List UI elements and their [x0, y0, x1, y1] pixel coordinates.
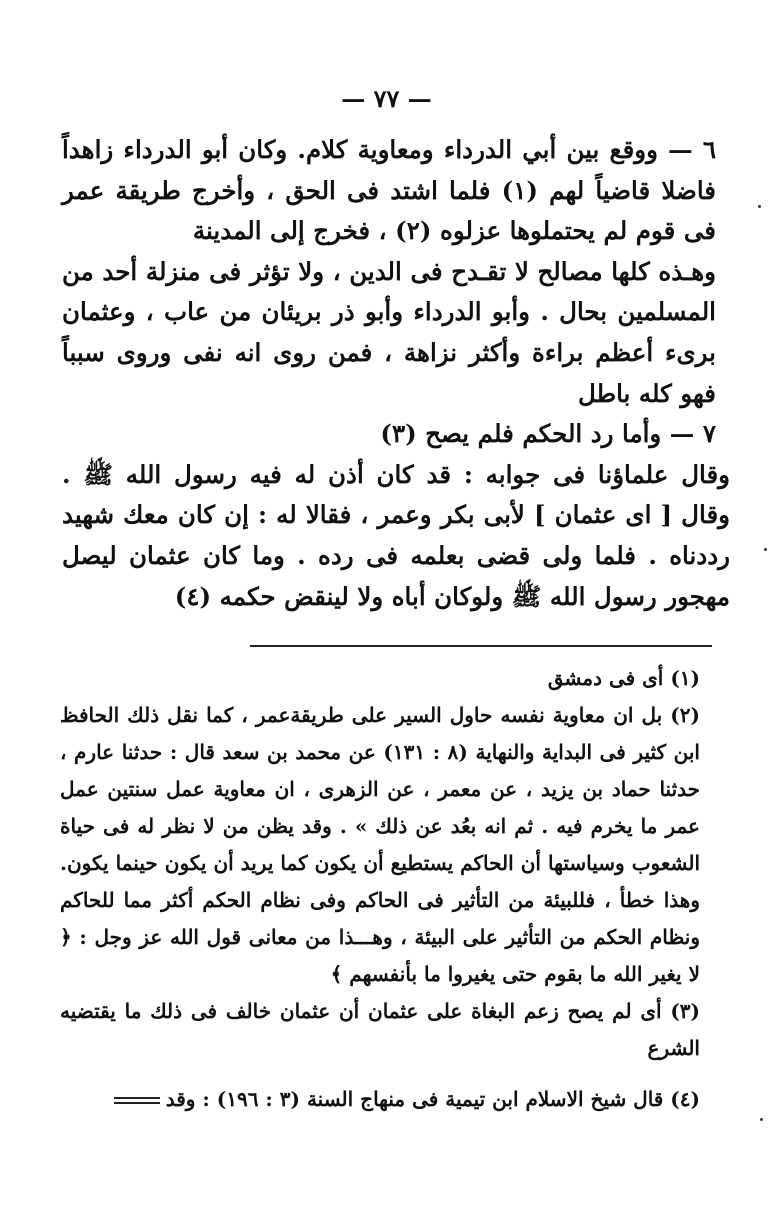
- footnote-1: (١) أى فى دمشق: [547, 666, 700, 690]
- edge-speck: [758, 205, 761, 208]
- main-text: [62, 130, 730, 617]
- page-number: — ٧٧ —: [341, 84, 432, 113]
- paragraph-6: ٦ — ووقع بين أبي الدرداء ومعاوية كلام. وكان أبو الدرداء زاهداً فاضلا قاضياً لهم (١) فلما اشتد فى الحق ، وأخرج طريقة عمر فى قوم لم يحتملوها عزلوه (٢) ، فخرج إلى المدينة: [62, 135, 716, 246]
- edge-speck: [760, 1118, 763, 1121]
- footnote-2: (٢) بل ان معاوية نفسه حاول السير على طريقةعمر ، كما نقل ذلك الحافظ ابن كثير فى البداية والنهاية (٨ : ١٣١) عن محمد بن سعد قال : حدثنا عارم ، حدثنا حماد بن يزيد ، عن معمر ، عن الزهرى ، ان معاوية عمل سنتين عمل عمر ما يخرم فيه . ثم انه بعُد عن ذلك » . وقد يظن من لا نظر له فى حياة الشعوب وسياستها أن الحاكم يستطيع أن يكون كما يريد أن يكون حينما يكون. وهذا خطأ ، فللبيئة من التأثير فى الحاكم وفى نظام الحكم أكثر مما للحاكم ونظام الحكم من التأثير على البيئة ، وهـــذا من معانى قول الله عز وجل : ﴿ لا يغير الله ما بقوم حتى يغيروا ما بأنفسهم ﴾: [60, 703, 700, 986]
- edge-speck: [764, 548, 767, 551]
- paragraph-response: وقال علماؤنا فى جوابه : قد كان أذن له فيه رسول الله ﷺ . وقال [ اى عثمان ] لأبى بكر وعمر ، فقالا له : إن كان معك شهيد رددناه . فلما ولى قضى بعلمه فى رده . وما كان عثمان ليصل مهجور رسول الله ﷺ ولوكان أباه ولا لينقض حكمه (٤): [62, 459, 730, 611]
- footnote-3: (٣) أى لم يصح زعم البغاة على عثمان أن عثمان خالف فى ذلك ما يقتضيه الشرع: [60, 999, 700, 1060]
- continuation-dash: [114, 1097, 160, 1104]
- footnotes: [60, 660, 732, 1118]
- footnote-separator: [250, 645, 712, 647]
- paragraph-summary: وهـذه كلها مصالح لا تقـدح فى الدين ، ولا تؤثر فى منزلة أحد من المسلمين بحال . وأبو الدرداء وأبو ذر بريئان من عاب ، وعثمان برىء أعظم براءة وأكثر نزاهة ، فمن روى انه نفى وروى سبباً فهو كله باطل: [62, 256, 716, 408]
- paragraph-7: ٧ — وأما رد الحكم فلم يصح (٣): [380, 419, 716, 449]
- footnote-4-text: (٤) قال شيخ الاسلام ابن تيمية فى منهاج السنة (٣ : ١٩٦) : وقد: [165, 1087, 700, 1111]
- footnote-4: [60, 1081, 732, 1118]
